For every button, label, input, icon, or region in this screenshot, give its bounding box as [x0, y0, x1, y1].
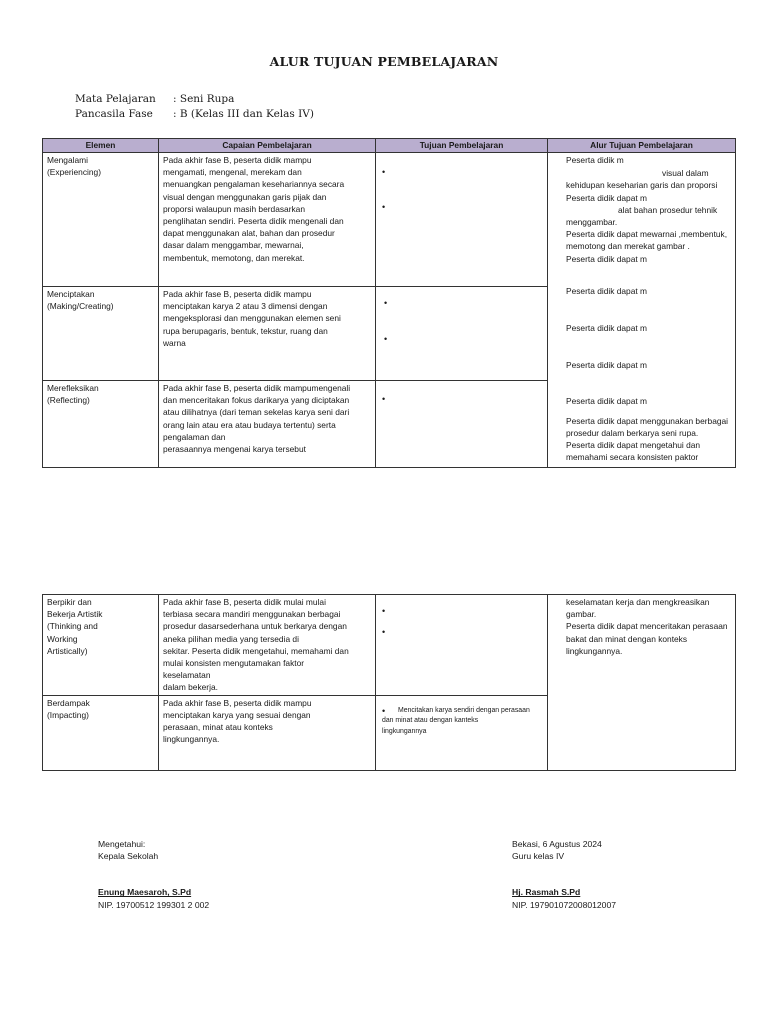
- capaian-line: sekitar. Peserta didik mengetahui, memahami dan: [163, 645, 349, 656]
- bullet: •: [382, 394, 386, 404]
- capaian-line: perasaannya mengenai karya tersebut: [163, 444, 306, 455]
- alur-line: Peserta didik dapat m: [566, 396, 648, 407]
- capaian-line: lingkungannya.: [163, 734, 220, 745]
- elemen-cell: [43, 695, 159, 770]
- sig-left-line1: Mengetahui:: [98, 839, 146, 849]
- alur-line: Peserta didik dapat menceritakan perasaan: [566, 621, 728, 632]
- tujuan-item: [382, 706, 543, 738]
- alur-line: bakat dan minat dengan konteks: [566, 633, 688, 644]
- capaian-line: prosedur dasarsederhana untuk berkarya dengan: [163, 621, 347, 632]
- meta-phase-label: Pancasila Fase: [75, 108, 153, 120]
- sig-left-nip: NIP. 19700512 199301 2 002: [98, 899, 210, 910]
- alur-line: Peserta didik dapat mengetahui dan: [566, 440, 701, 451]
- tujuan-cell: [376, 153, 548, 287]
- signature-left: [98, 838, 209, 911]
- learning-flow-table-2: [42, 594, 736, 771]
- bullet: •: [382, 705, 386, 716]
- sig-right-name: Hj. Rasmah S.Pd: [512, 887, 581, 898]
- elemen-text: (Making/Creating): [47, 301, 114, 312]
- tujuan-cell: [376, 695, 548, 770]
- capaian-line: keselamatan: [163, 670, 211, 681]
- elemen-cell: [43, 153, 159, 287]
- elemen-text: (Thinking and: [47, 621, 98, 632]
- header-capaian: Capaian Pembelajaran: [159, 139, 376, 153]
- capaian-line: menciptakan karya 2 atau 3 dimensi dengan: [163, 301, 328, 312]
- header-elemen: Elemen: [43, 139, 159, 153]
- sig-left-line2: Kepala Sekolah: [98, 851, 159, 862]
- capaian-line: mengeksplorasi dan menggunakan elemen seni: [163, 313, 341, 324]
- alur-line: Peserta didik dapat m: [566, 192, 648, 203]
- sig-right-line2: Guru kelas IV: [512, 851, 565, 862]
- capaian-line: Pada akhir fase B, peserta didik mulai mulai: [163, 597, 326, 607]
- elemen-text: Artistically): [47, 645, 88, 656]
- header-tujuan: Tujuan Pembelajaran: [376, 139, 548, 153]
- tujuan-line: Mencitakan karya sendiri dengan perasaan: [398, 706, 530, 714]
- capaian-line: proporsi walaupun masih berdasarkan: [163, 203, 305, 214]
- bullet: •: [382, 627, 386, 637]
- capaian-line: penglihatan sendiri. Peserta didik mengenali dan: [163, 216, 344, 227]
- capaian-line: aneka pilihan media yang tersedia di: [163, 633, 299, 644]
- bullet: •: [382, 167, 386, 177]
- capaian-line: menciptakan karya yang sesuai dengan: [163, 709, 311, 720]
- bullet: •: [382, 606, 386, 616]
- capaian-line: orang lain atau era atau budaya tertentu) serta: [163, 419, 336, 430]
- alur-cell: [548, 153, 736, 468]
- alur-line: Peserta didik dapat menggunakan berbagai: [566, 415, 729, 426]
- capaian-cell: [159, 695, 376, 770]
- capaian-line: Pada akhir fase B, peserta didik mampumengenali: [163, 383, 351, 393]
- signature-right: [512, 838, 616, 911]
- elemen-text: (Reflecting): [47, 395, 90, 406]
- elemen-text: Berdampak: [47, 697, 90, 708]
- capaian-line: terbiasa secara mandiri menggunakan berbagai: [163, 609, 341, 620]
- capaian-line: menuangkan pengalaman kesehariannya secara: [163, 179, 345, 190]
- capaian-line: atau dilihatnya (dari teman sekelas karya seni dari: [163, 407, 350, 418]
- bullet: •: [384, 298, 388, 308]
- alur-line: keselamatan kerja dan mengkreasikan: [566, 597, 710, 607]
- sig-left-name: Enung Maesaroh, S.Pd: [98, 887, 192, 898]
- capaian-line: dapat menggunakan alat, bahan dan prosedur: [163, 228, 335, 239]
- tujuan-line: lingkungannya: [382, 727, 427, 735]
- alur-line: memotong dan merekat gambar .: [566, 241, 690, 252]
- bullet: •: [382, 202, 386, 212]
- capaian-line: pengalaman dan: [163, 431, 226, 442]
- elemen-cell: [43, 381, 159, 468]
- elemen-text: Working: [47, 633, 78, 644]
- learning-flow-table-1: [42, 138, 736, 468]
- alur-line: Peserta didik dapat m: [566, 285, 648, 296]
- elemen-text: (Impacting): [47, 709, 89, 720]
- tujuan-cell: [376, 381, 548, 468]
- capaian-line: rupa berupagaris, bentuk, tekstur, ruang dan: [163, 325, 328, 336]
- alur-line: alat bahan prosedur tehnik: [618, 204, 718, 215]
- table-row-mengalami: [43, 153, 736, 287]
- elemen-text: (Experiencing): [47, 167, 101, 178]
- elemen-text: Menciptakan: [47, 289, 95, 299]
- alur-line: Peserta didik dapat m: [566, 323, 648, 334]
- table-row-berpikir: [43, 595, 736, 696]
- meta-subject-label: Mata Pelajaran: [75, 93, 156, 105]
- capaian-cell: [159, 381, 376, 468]
- meta-phase-value: : B (Kelas III dan Kelas IV): [173, 108, 314, 120]
- capaian-line: dalam bekerja.: [163, 682, 218, 693]
- capaian-line: Pada akhir fase B, peserta didik mampu: [163, 155, 312, 165]
- capaian-cell: [159, 153, 376, 287]
- table-header-row: [43, 139, 736, 153]
- alur-line: Peserta didik dapat m: [566, 360, 648, 371]
- meta-subject: [75, 92, 314, 107]
- capaian-line: dan menceritakan fokus darikarya yang diciptakan: [163, 395, 350, 406]
- header-alur: Alur Tujuan Pembelajaran: [548, 139, 736, 153]
- alur-line: Peserta didik dapat mewarnai ,membentuk,: [566, 229, 728, 240]
- capaian-line: Pada akhir fase B, peserta didik mampu: [163, 697, 312, 708]
- alur-line: Peserta didik dapat m: [566, 253, 648, 264]
- capaian-line: dasar dalam menggambar, mewarnai,: [163, 240, 304, 251]
- tujuan-cell: [376, 287, 548, 381]
- elemen-text: Mengalami: [47, 155, 88, 165]
- elemen-text: Bekerja Artistik: [47, 609, 103, 620]
- alur-cell: [548, 595, 736, 771]
- document-meta: [75, 92, 314, 122]
- alur-line: kehidupan keseharian garis dan proporsi: [566, 180, 718, 191]
- elemen-cell: [43, 595, 159, 696]
- capaian-line: mengamati, mengenal, merekam dan: [163, 167, 302, 178]
- elemen-text: Berpikir dan: [47, 597, 92, 607]
- alur-line: visual dalam: [662, 168, 709, 179]
- capaian-line: perasaan, minat atau konteks: [163, 722, 273, 733]
- capaian-line: visual dengan menggunakan garis pijak dan: [163, 191, 327, 202]
- alur-line: gambar.: [566, 609, 597, 620]
- capaian-line: mulai konsisten mengutamakan faktor: [163, 658, 305, 669]
- alur-line: memahami secara konsisten paktor: [566, 452, 699, 463]
- bullet: •: [384, 334, 388, 344]
- alur-line: Peserta didik m: [566, 155, 624, 165]
- alur-line: prosedur dalam berkarya seni rupa.: [566, 427, 699, 438]
- capaian-cell: [159, 287, 376, 381]
- capaian-line: warna: [163, 337, 186, 348]
- document-title: ALUR TUJUAN PEMBELAJARAN: [269, 54, 499, 69]
- tujuan-cell: [376, 595, 548, 696]
- elemen-cell: [43, 287, 159, 381]
- meta-phase: [75, 107, 314, 122]
- alur-line: lingkungannya.: [566, 645, 623, 656]
- sig-right-nip: NIP. 197901072008012007: [512, 899, 617, 910]
- alur-line: menggambar.: [566, 217, 618, 228]
- elemen-text: Merefleksikan: [47, 383, 99, 393]
- capaian-line: Pada akhir fase B, peserta didik mampu: [163, 289, 312, 299]
- tujuan-line: dan minat atau dengan kanteks: [382, 717, 479, 725]
- meta-subject-value: : Seni Rupa: [173, 93, 235, 105]
- tujuan-text: [382, 706, 530, 738]
- sig-right-line1: Bekasi, 6 Agustus 2024: [512, 839, 602, 849]
- capaian-line: membentuk, memotong, dan merekat.: [163, 252, 305, 263]
- capaian-cell: [159, 595, 376, 696]
